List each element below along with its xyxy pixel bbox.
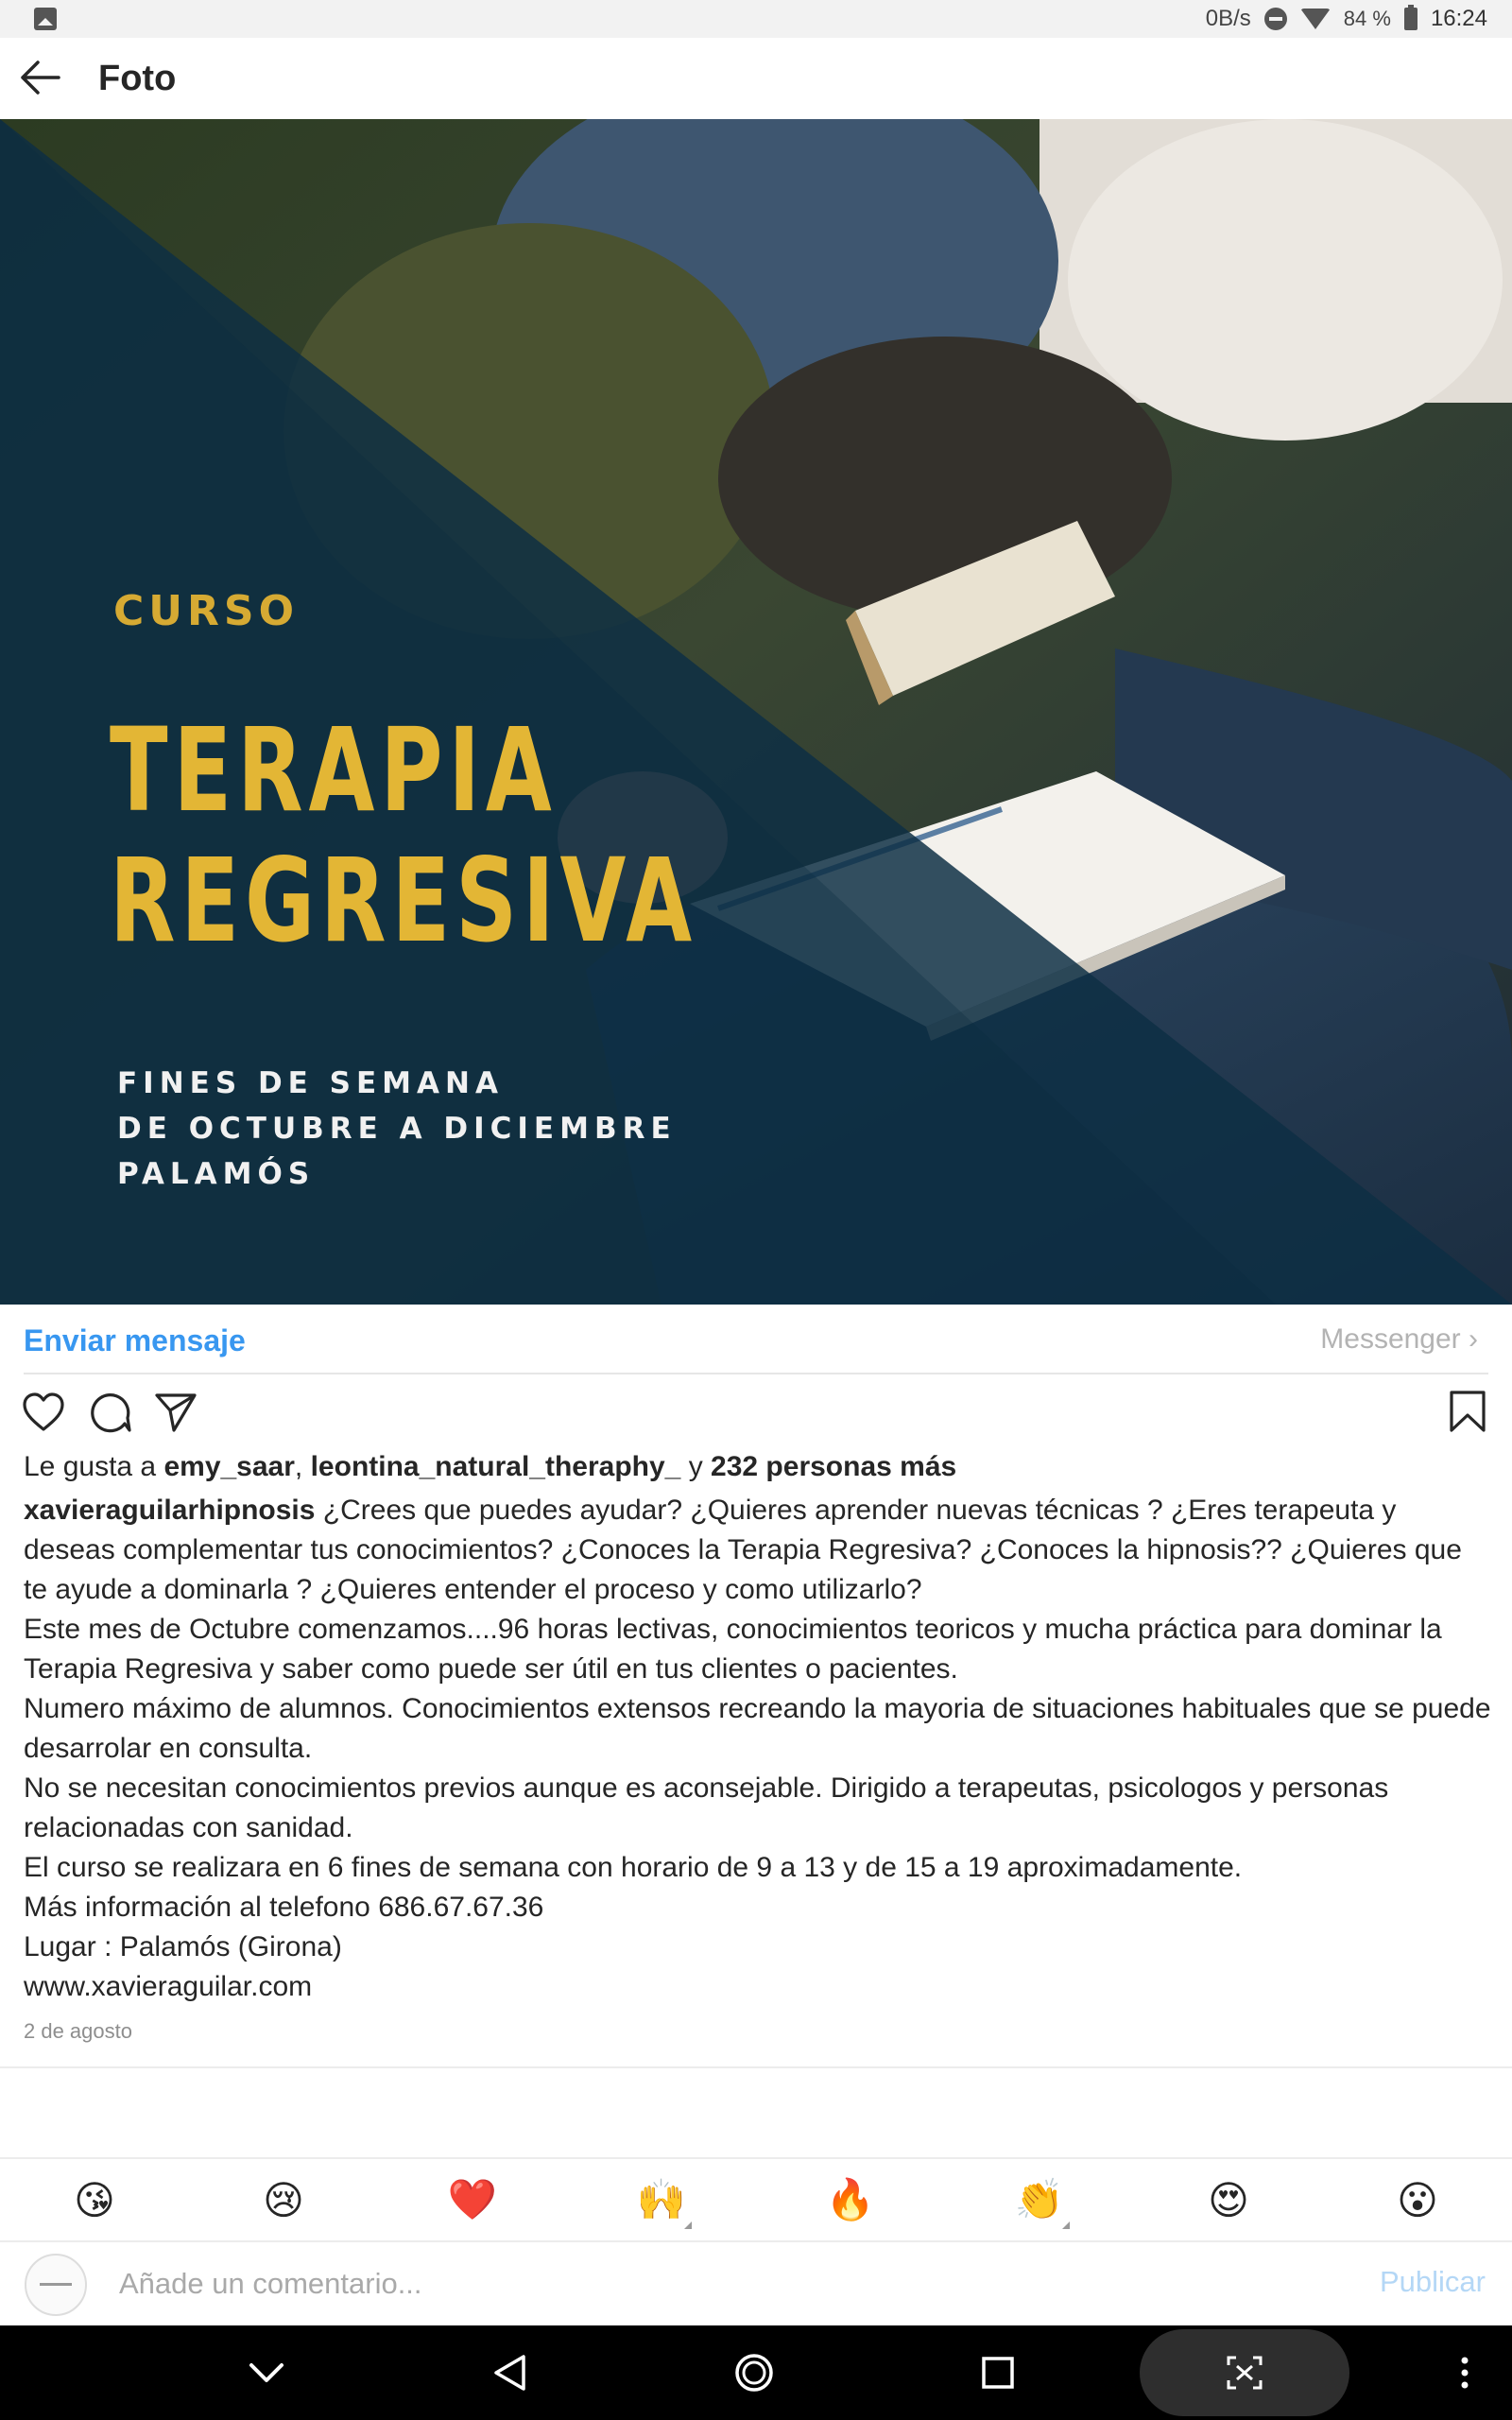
photo-title-line2: REGRESIVA [110,834,697,968]
emoji-quick-bar [0,2157,1512,2242]
photo-label: CURSO [113,587,299,635]
battery-level: 84 % [1343,7,1391,30]
heart-icon[interactable] [21,1392,66,1433]
messenger-link[interactable]: Messenger › [1320,1323,1478,1355]
page-title: Foto [98,59,177,98]
battery-icon [1404,8,1418,30]
caption-paragraph: Numero máximo de alumnos. Conocimientos extensos recreando la mayoria de situaciones habituales que se puede desarrolar en consulta. [24,1693,1491,1764]
emoji-crying[interactable]: 😢 [263,2177,304,2222]
post-caption [24,1491,1493,2007]
app-bar [0,38,1512,120]
emoji-raised-hands[interactable]: 🙌 [614,2177,709,2223]
caption-paragraph: No se necesitan conocimientos previos aunque es aconsejable. Dirigido a terapeutas, psicologos y personas relacionadas con sanidad. [24,1772,1389,1843]
photo-title-line1: TERAPIA [110,703,558,838]
liker-link[interactable]: emy_saar [163,1451,295,1482]
send-message-link[interactable]: Enviar mensaje [24,1323,246,1357]
likes-summary [24,1451,956,1483]
photo-info-line1: FINES DE SEMANA [117,1066,504,1100]
photo-info-line3: PALAMÓS [117,1157,316,1191]
emoji-clap[interactable]: 👏 [992,2177,1087,2223]
divider [0,2066,1512,2068]
caption-paragraph: El curso se realizara en 6 fines de semana con horario de 9 a 13 y de 15 a 19 aproximadamente. [24,1852,1243,1883]
wifi-icon [1300,9,1331,29]
gallery-icon [34,8,57,30]
divider [24,1373,1488,1374]
likes-count-link[interactable]: 232 personas más [711,1451,957,1482]
do-not-disturb-icon [1264,8,1287,30]
comment-input[interactable] [117,2261,1255,2307]
recents-square-icon[interactable] [979,2354,1017,2392]
chevron-down-icon[interactable] [246,2354,287,2392]
caption-location: Lugar : Palamós (Girona) [24,1931,342,1962]
caption-phone: Más información al telefono 686.67.67.36 [24,1892,544,1923]
message-row [0,1305,1512,1373]
net-speed: 0B/s [1205,6,1251,31]
caption-username[interactable]: xavieraguilarhipnosis [24,1495,316,1526]
emoji-fire[interactable]: 🔥 [825,2176,876,2221]
caption-website: www.xavieraguilar.com [24,1971,313,2002]
clock: 16:24 [1430,6,1487,31]
photo-info-line2: DE OCTUBRE A DICIEMBRE [117,1112,677,1146]
emoji-heart-eyes[interactable]: 😍 [1208,2177,1249,2222]
photo-title [110,705,697,966]
avatar [25,2254,87,2316]
status-bar [0,0,1512,38]
post-photo[interactable] [0,119,1512,1305]
likes-separator: , [294,1451,311,1482]
emoji-heart[interactable]: ❤️ [447,2176,498,2221]
send-icon[interactable] [153,1392,198,1433]
bookmark-icon[interactable] [1448,1390,1487,1433]
publish-button[interactable]: Publicar [1380,2265,1486,2298]
screenshot-icon[interactable] [1225,2354,1264,2392]
emoji-surprised[interactable]: 😮 [1397,2177,1438,2222]
caption-intro: ¿Crees que puedes ayudar? ¿Quieres aprender nuevas técnicas ? ¿Eres terapeuta y deseas complementar tus conocimientos? ¿Conoces la Terapia Regresiva? ¿Conoces la hipnosis?? ¿Quieres que te ayude a dominarla ? ¿Quieres entender el proceso y como utilizarlo? [24,1495,1462,1605]
emoji-kiss[interactable]: 😘 [74,2177,115,2222]
more-vert-icon[interactable] [1457,2354,1472,2392]
caption-paragraph [24,1491,1493,1610]
likes-prefix: Le gusta a [24,1451,164,1482]
back-triangle-icon[interactable] [490,2352,531,2394]
arrow-left-icon[interactable] [19,59,60,96]
caption-paragraph: Este mes de Octubre comenzamos....96 horas lectivas, conocimientos teoricos y mucha práctica para dominar la Terapia Regresiva y saber como puede ser útil en tus clientes o pacientes. [24,1614,1442,1685]
home-circle-icon[interactable] [733,2352,775,2394]
post-date: 2 de agosto [24,2019,132,2043]
comment-icon[interactable] [89,1392,132,1433]
status-icons [1206,0,1487,38]
liker-link[interactable]: leontina_natural_theraphy_ [310,1451,681,1482]
likes-conjunction: y [680,1451,712,1482]
comment-bar [0,2240,1512,2325]
